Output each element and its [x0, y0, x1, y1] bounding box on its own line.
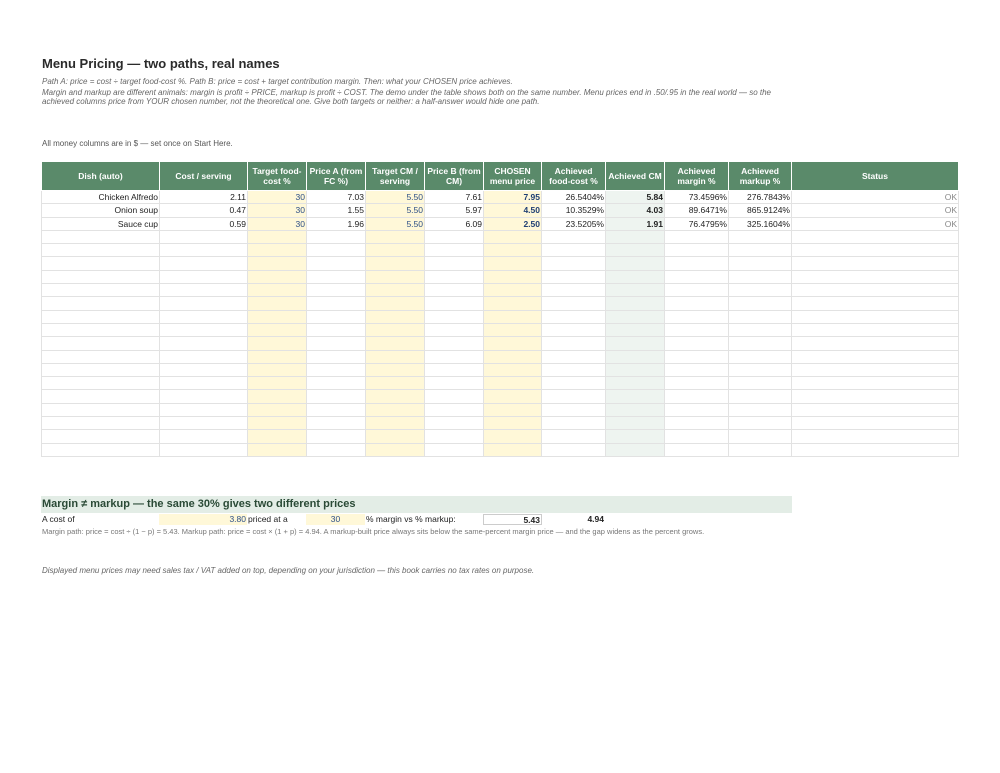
empty-cell[interactable] [729, 377, 792, 390]
empty-cell[interactable] [425, 230, 484, 243]
achieved-margin-cell[interactable]: 89.6471% [665, 204, 729, 217]
empty-cell[interactable] [366, 230, 425, 243]
empty-cell[interactable] [542, 244, 606, 257]
table-row-empty [42, 443, 959, 456]
status-cell[interactable]: OK [792, 217, 959, 230]
target-cm-cell[interactable]: 5.50 [366, 217, 425, 230]
demo-cost-input[interactable]: 3.80 [159, 514, 247, 525]
empty-cell[interactable] [542, 377, 606, 390]
empty-cell[interactable] [729, 257, 792, 270]
dish-cell[interactable]: Chicken Alfredo [42, 191, 160, 204]
empty-cell[interactable] [42, 284, 160, 297]
empty-cell[interactable] [484, 417, 542, 430]
empty-cell[interactable] [160, 230, 248, 243]
empty-cell[interactable] [665, 337, 729, 350]
empty-cell[interactable] [425, 430, 484, 443]
table-row-empty [42, 230, 959, 243]
empty-cell[interactable] [42, 244, 160, 257]
empty-cell[interactable] [42, 417, 160, 430]
empty-cell[interactable] [542, 390, 606, 403]
empty-cell[interactable] [792, 443, 959, 456]
empty-cell[interactable] [42, 257, 160, 270]
empty-cell[interactable] [484, 230, 542, 243]
empty-cell[interactable] [160, 337, 248, 350]
achieved-margin-cell[interactable]: 73.4596% [665, 191, 729, 204]
footer-note: Displayed menu prices may need sales tax / VAT added on top, depending on your jurisdiction — this book carries no tax rates on purpose. [42, 566, 535, 575]
empty-cell[interactable] [366, 297, 425, 310]
empty-cell[interactable] [665, 244, 729, 257]
table-header-row [42, 162, 959, 191]
empty-cell[interactable] [606, 244, 665, 257]
cost-cell[interactable]: 2.11 [160, 191, 248, 204]
table-row-empty [42, 390, 959, 403]
empty-cell[interactable] [484, 390, 542, 403]
dish-cell[interactable]: Onion soup [42, 204, 160, 217]
empty-cell[interactable] [366, 257, 425, 270]
table-row-empty [42, 403, 959, 416]
col-header-chosen[interactable]: CHOSEN menu price [484, 162, 542, 191]
empty-cell[interactable] [425, 310, 484, 323]
empty-cell[interactable] [729, 350, 792, 363]
empty-cell[interactable] [160, 443, 248, 456]
table-row-empty [42, 430, 959, 443]
empty-cell[interactable] [665, 430, 729, 443]
price-b-cell[interactable]: 6.09 [425, 217, 484, 230]
cost-cell[interactable]: 0.59 [160, 217, 248, 230]
empty-cell[interactable] [248, 443, 307, 456]
empty-cell[interactable] [42, 443, 160, 456]
empty-cell[interactable] [792, 270, 959, 283]
empty-cell[interactable] [729, 443, 792, 456]
empty-cell[interactable] [792, 403, 959, 416]
empty-cell[interactable] [366, 244, 425, 257]
empty-cell[interactable] [307, 270, 366, 283]
empty-cell[interactable] [665, 417, 729, 430]
empty-cell[interactable] [307, 390, 366, 403]
table-row-empty [42, 297, 959, 310]
table-row [42, 191, 959, 204]
empty-cell[interactable] [248, 297, 307, 310]
empty-cell[interactable] [307, 363, 366, 376]
achieved-fc-cell[interactable]: 26.5404% [542, 191, 606, 204]
empty-cell[interactable] [425, 284, 484, 297]
col-header-achieved-markup[interactable]: Achieved markup % [729, 162, 792, 191]
target-fc-cell[interactable]: 30 [248, 191, 307, 204]
empty-cell[interactable] [792, 297, 959, 310]
empty-cell[interactable] [248, 377, 307, 390]
empty-cell[interactable] [425, 257, 484, 270]
table-row [42, 217, 959, 230]
empty-cell[interactable] [366, 417, 425, 430]
empty-cell[interactable] [248, 244, 307, 257]
empty-cell[interactable] [665, 257, 729, 270]
empty-cell[interactable] [307, 323, 366, 336]
intro-note-1: Path A: price = cost ÷ target food-cost %. Path B: price = cost + target contribution margin. Then: what your CHOSEN price achieves. [42, 77, 513, 86]
empty-cell[interactable] [542, 257, 606, 270]
empty-cell[interactable] [606, 417, 665, 430]
empty-cell[interactable] [665, 284, 729, 297]
empty-cell[interactable] [248, 417, 307, 430]
empty-cell[interactable] [729, 337, 792, 350]
empty-cell[interactable] [248, 390, 307, 403]
empty-cell[interactable] [542, 310, 606, 323]
col-header-dish[interactable]: Dish (auto) [42, 162, 160, 191]
empty-cell[interactable] [160, 403, 248, 416]
empty-cell[interactable] [729, 390, 792, 403]
empty-cell[interactable] [42, 363, 160, 376]
empty-cell[interactable] [425, 417, 484, 430]
empty-cell[interactable] [484, 270, 542, 283]
target-cm-cell[interactable]: 5.50 [366, 204, 425, 217]
empty-cell[interactable] [729, 297, 792, 310]
table-row-empty [42, 350, 959, 363]
empty-cell[interactable] [665, 363, 729, 376]
empty-cell[interactable] [160, 430, 248, 443]
empty-cell[interactable] [665, 323, 729, 336]
empty-cell[interactable] [606, 363, 665, 376]
table-row-empty [42, 337, 959, 350]
table-row-empty [42, 377, 959, 390]
empty-cell[interactable] [665, 390, 729, 403]
empty-cell[interactable] [542, 284, 606, 297]
empty-cell[interactable] [484, 430, 542, 443]
demo-pct-input[interactable]: 30 [306, 514, 365, 525]
price-a-cell[interactable]: 7.03 [307, 191, 366, 204]
empty-cell[interactable] [606, 337, 665, 350]
empty-cell[interactable] [484, 310, 542, 323]
empty-cell[interactable] [425, 363, 484, 376]
empty-cell[interactable] [484, 323, 542, 336]
empty-cell[interactable] [248, 430, 307, 443]
col-header-cost[interactable]: Cost / serving [160, 162, 248, 191]
empty-cell[interactable] [248, 284, 307, 297]
empty-cell[interactable] [665, 310, 729, 323]
empty-cell[interactable] [248, 257, 307, 270]
empty-cell[interactable] [366, 430, 425, 443]
empty-cell[interactable] [307, 337, 366, 350]
empty-cell[interactable] [366, 337, 425, 350]
col-header-price-b[interactable]: Price B (from CM) [425, 162, 484, 191]
empty-cell[interactable] [792, 310, 959, 323]
empty-cell[interactable] [42, 350, 160, 363]
empty-cell[interactable] [160, 377, 248, 390]
empty-cell[interactable] [248, 337, 307, 350]
empty-cell[interactable] [606, 390, 665, 403]
empty-cell[interactable] [307, 284, 366, 297]
empty-cell[interactable] [792, 417, 959, 430]
empty-cell[interactable] [366, 403, 425, 416]
achieved-fc-cell[interactable]: 10.3529% [542, 204, 606, 217]
dish-cell[interactable]: Sauce cup [42, 217, 160, 230]
achieved-cm-cell[interactable]: 5.84 [606, 191, 665, 204]
empty-cell[interactable] [542, 417, 606, 430]
empty-cell[interactable] [425, 297, 484, 310]
empty-cell[interactable] [42, 230, 160, 243]
pricing-table [41, 161, 959, 457]
empty-cell[interactable] [425, 377, 484, 390]
empty-cell[interactable] [729, 363, 792, 376]
empty-cell[interactable] [542, 403, 606, 416]
empty-cell[interactable] [484, 363, 542, 376]
empty-cell[interactable] [542, 270, 606, 283]
empty-cell[interactable] [606, 323, 665, 336]
table-row-empty [42, 257, 959, 270]
empty-cell[interactable] [160, 323, 248, 336]
achieved-markup-cell[interactable]: 865.9124% [729, 204, 792, 217]
empty-cell[interactable] [425, 403, 484, 416]
empty-cell[interactable] [425, 390, 484, 403]
empty-cell[interactable] [792, 337, 959, 350]
empty-cell[interactable] [307, 310, 366, 323]
price-a-cell[interactable]: 1.96 [307, 217, 366, 230]
empty-cell[interactable] [665, 443, 729, 456]
empty-cell[interactable] [792, 244, 959, 257]
achieved-markup-cell[interactable]: 276.7843% [729, 191, 792, 204]
empty-cell[interactable] [160, 350, 248, 363]
demo-pct-label: % margin vs % markup: [366, 514, 456, 524]
chosen-price-cell[interactable]: 7.95 [484, 191, 542, 204]
empty-cell[interactable] [484, 297, 542, 310]
table-row-empty [42, 323, 959, 336]
currency-note: All money columns are in $ — set once on Start Here. [42, 139, 233, 148]
achieved-cm-cell[interactable]: 4.03 [606, 204, 665, 217]
empty-cell[interactable] [307, 430, 366, 443]
table-row-empty [42, 363, 959, 376]
empty-cell[interactable] [792, 350, 959, 363]
empty-cell[interactable] [792, 323, 959, 336]
empty-cell[interactable] [42, 390, 160, 403]
empty-cell[interactable] [606, 310, 665, 323]
price-b-cell[interactable]: 5.97 [425, 204, 484, 217]
empty-cell[interactable] [665, 230, 729, 243]
empty-cell[interactable] [248, 270, 307, 283]
empty-cell[interactable] [792, 430, 959, 443]
page-title: Menu Pricing — two paths, real names [42, 56, 280, 71]
empty-cell[interactable] [425, 323, 484, 336]
empty-cell[interactable] [425, 443, 484, 456]
empty-cell[interactable] [542, 363, 606, 376]
col-header-achieved-cm[interactable]: Achieved CM [606, 162, 665, 191]
empty-cell[interactable] [665, 270, 729, 283]
empty-cell[interactable] [307, 417, 366, 430]
empty-cell[interactable] [606, 257, 665, 270]
status-cell[interactable]: OK [792, 204, 959, 217]
empty-cell[interactable] [42, 430, 160, 443]
target-fc-cell[interactable]: 30 [248, 217, 307, 230]
table-row-empty [42, 270, 959, 283]
empty-cell[interactable] [729, 270, 792, 283]
empty-cell[interactable] [542, 350, 606, 363]
demo-markup-price: 4.94 [587, 514, 604, 524]
empty-cell[interactable] [729, 244, 792, 257]
empty-cell[interactable] [42, 403, 160, 416]
demo-explanation: Margin path: price = cost ÷ (1 − p) = 5.43. Markup path: price = cost × (1 + p) = 4.94. A markup-built price always sits below the same-percent margin price — and the gap widens as the percent grows. [42, 527, 705, 536]
empty-cell[interactable] [307, 443, 366, 456]
empty-cell[interactable] [366, 284, 425, 297]
empty-cell[interactable] [542, 297, 606, 310]
target-cm-cell[interactable]: 5.50 [366, 191, 425, 204]
empty-cell[interactable] [42, 270, 160, 283]
cost-cell[interactable]: 0.47 [160, 204, 248, 217]
intro-note-3: achieved columns price from YOUR chosen number, not the theoretical one. Give both targets or neither: a half-answer would hide one path. [42, 97, 540, 106]
empty-cell[interactable] [729, 417, 792, 430]
achieved-fc-cell[interactable]: 23.5205% [542, 217, 606, 230]
empty-cell[interactable] [665, 377, 729, 390]
empty-cell[interactable] [606, 270, 665, 283]
empty-cell[interactable] [792, 230, 959, 243]
empty-cell[interactable] [160, 244, 248, 257]
empty-cell[interactable] [729, 230, 792, 243]
col-header-target-cm[interactable]: Target CM / serving [366, 162, 425, 191]
table-row-empty [42, 417, 959, 430]
empty-cell[interactable] [248, 350, 307, 363]
col-header-achieved-margin[interactable]: Achieved margin % [665, 162, 729, 191]
empty-cell[interactable] [792, 377, 959, 390]
empty-cell[interactable] [248, 403, 307, 416]
empty-cell[interactable] [307, 297, 366, 310]
empty-cell[interactable] [729, 403, 792, 416]
table-row-empty [42, 310, 959, 323]
empty-cell[interactable] [248, 310, 307, 323]
target-fc-cell[interactable]: 30 [248, 204, 307, 217]
col-header-price-a[interactable]: Price A (from FC %) [307, 162, 366, 191]
empty-cell[interactable] [729, 430, 792, 443]
empty-cell[interactable] [542, 443, 606, 456]
demo-cost-label: A cost of [42, 514, 75, 524]
empty-cell[interactable] [484, 377, 542, 390]
empty-cell[interactable] [665, 297, 729, 310]
empty-cell[interactable] [248, 363, 307, 376]
intro-note-2: Margin and markup are different animals: margin is profit ÷ PRICE, markup is profit ÷ COST. The demo under the table shows both on the same number. Menu prices end in .50/.95 in the real world — so the [42, 88, 771, 97]
empty-cell[interactable] [160, 297, 248, 310]
empty-cell[interactable] [606, 284, 665, 297]
empty-cell[interactable] [366, 310, 425, 323]
col-header-status[interactable]: Status [792, 162, 959, 191]
empty-cell[interactable] [366, 377, 425, 390]
empty-cell[interactable] [606, 350, 665, 363]
empty-cell[interactable] [425, 270, 484, 283]
empty-cell[interactable] [665, 403, 729, 416]
empty-cell[interactable] [606, 430, 665, 443]
empty-cell[interactable] [307, 403, 366, 416]
empty-cell[interactable] [366, 390, 425, 403]
empty-cell[interactable] [307, 257, 366, 270]
empty-cell[interactable] [542, 230, 606, 243]
chosen-price-cell[interactable]: 4.50 [484, 204, 542, 217]
table-row-empty [42, 284, 959, 297]
empty-cell[interactable] [542, 337, 606, 350]
empty-cell[interactable] [484, 403, 542, 416]
empty-cell[interactable] [792, 363, 959, 376]
empty-cell[interactable] [160, 390, 248, 403]
empty-cell[interactable] [606, 443, 665, 456]
empty-cell[interactable] [484, 337, 542, 350]
empty-cell[interactable] [425, 350, 484, 363]
empty-cell[interactable] [42, 297, 160, 310]
empty-cell[interactable] [160, 310, 248, 323]
empty-cell[interactable] [42, 337, 160, 350]
empty-cell[interactable] [484, 244, 542, 257]
empty-cell[interactable] [160, 270, 248, 283]
empty-cell[interactable] [484, 284, 542, 297]
empty-cell[interactable] [160, 257, 248, 270]
empty-cell[interactable] [665, 350, 729, 363]
empty-cell[interactable] [606, 377, 665, 390]
col-header-achieved-fc[interactable]: Achieved food-cost % [542, 162, 606, 191]
price-a-cell[interactable]: 1.55 [307, 204, 366, 217]
empty-cell[interactable] [42, 377, 160, 390]
table-row [42, 204, 959, 217]
empty-cell[interactable] [307, 377, 366, 390]
empty-cell[interactable] [606, 230, 665, 243]
empty-cell[interactable] [248, 323, 307, 336]
empty-cell[interactable] [366, 270, 425, 283]
chosen-price-cell[interactable]: 2.50 [484, 217, 542, 230]
empty-cell[interactable] [425, 337, 484, 350]
empty-cell[interactable] [484, 443, 542, 456]
empty-cell[interactable] [484, 257, 542, 270]
empty-cell[interactable] [792, 284, 959, 297]
empty-cell[interactable] [729, 323, 792, 336]
empty-cell[interactable] [729, 284, 792, 297]
empty-cell[interactable] [366, 350, 425, 363]
empty-cell[interactable] [366, 323, 425, 336]
empty-cell[interactable] [307, 230, 366, 243]
empty-cell[interactable] [160, 363, 248, 376]
empty-cell[interactable] [42, 323, 160, 336]
empty-cell[interactable] [160, 284, 248, 297]
empty-cell[interactable] [606, 297, 665, 310]
empty-cell[interactable] [307, 244, 366, 257]
empty-cell[interactable] [729, 310, 792, 323]
achieved-markup-cell[interactable]: 325.1604% [729, 217, 792, 230]
empty-cell[interactable] [307, 350, 366, 363]
empty-cell[interactable] [484, 350, 542, 363]
empty-cell[interactable] [542, 323, 606, 336]
table-row-empty [42, 244, 959, 257]
empty-cell[interactable] [606, 403, 665, 416]
empty-cell[interactable] [42, 310, 160, 323]
empty-cell[interactable] [792, 390, 959, 403]
col-header-target-fc[interactable]: Target food-cost % [248, 162, 307, 191]
empty-cell[interactable] [542, 430, 606, 443]
achieved-margin-cell[interactable]: 76.4795% [665, 217, 729, 230]
achieved-cm-cell[interactable]: 1.91 [606, 217, 665, 230]
empty-cell[interactable] [248, 230, 307, 243]
empty-cell[interactable] [792, 257, 959, 270]
status-cell[interactable]: OK [792, 191, 959, 204]
empty-cell[interactable] [366, 363, 425, 376]
price-b-cell[interactable]: 7.61 [425, 191, 484, 204]
empty-cell[interactable] [160, 417, 248, 430]
empty-cell[interactable] [425, 244, 484, 257]
empty-cell[interactable] [366, 443, 425, 456]
demo-priced-label: priced at a [248, 514, 288, 524]
demo-title: Margin ≠ markup — the same 30% gives two different prices [42, 498, 356, 510]
demo-margin-price: 5.43 [483, 514, 542, 525]
